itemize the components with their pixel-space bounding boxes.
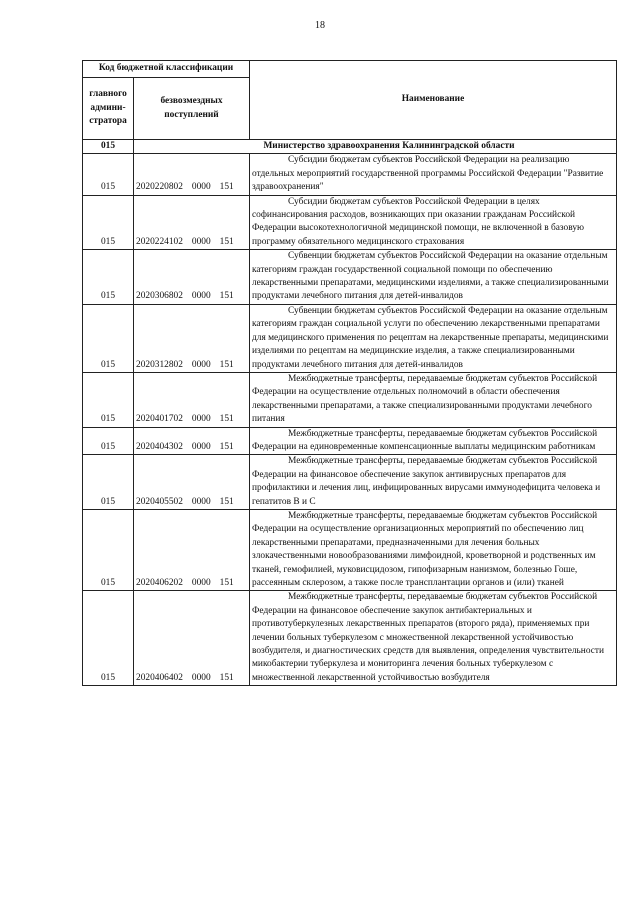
row-description-text: Межбюджетные трансферты, передаваемые бюджетам субъектов Российской Федерации на осуществление отдельных полномочий в области обеспечения лекарственными препаратами, а также специализированными продуктами лечебного питания [252,373,598,425]
row-description [250,427,617,455]
table-row [83,427,617,455]
row-admin-code: 015 [83,154,134,195]
table-row [83,154,617,195]
row-description-text: Субвенции бюджетам субъектов Российской Федерации на оказание отдельным категориям граждан государственной социальной помощи по обеспечению лекарственными препаратами, медицинскими изделиями, а также специализированными продуктами лечебного питания для детей-инвалидов [252,251,609,302]
table-row [83,195,617,250]
row-description-text: Межбюджетные трансферты, передаваемые бюджетам субъектов Российской Федерации на финансовое обеспечение закупок антивирусных препаратов для профилактики и лечения лиц, инфицированных вирусами иммунодефицита человека и гепатитов В и С [252,456,601,507]
row-code-part-code: 2020401702 [136,414,183,425]
row-description [250,154,617,195]
row-code-part-kosgu: 151 [219,182,234,193]
row-admin-code: 015 [83,427,134,455]
row-admin-code: 015 [83,304,134,372]
row-admin-code: 015 [83,250,134,305]
row-code-part-kosgu: 151 [219,359,234,370]
row-receipt-code [134,372,250,427]
row-code-part-code: 2020404302 [136,441,183,452]
page-number: 18 [315,20,325,31]
row-description-text: Субсидии бюджетам субъектов Российской Федерации в целях софинансирования расходов, возникающих при оказании гражданам Российской Федерации высокотехнологичной медицинской помощи, не включенной в базовую программу обязательного медицинского страхования [252,196,585,247]
row-receipt-code [134,195,250,250]
row-description [250,304,617,372]
row-receipt-code [134,250,250,305]
header-receipts: безвозмездных поступлений [134,78,250,140]
row-code-part-sub: 0000 [191,182,211,193]
row-code-part-code: 2020224102 [136,236,183,247]
row-admin-code: 015 [83,195,134,250]
row-code-part-sub: 0000 [191,359,211,370]
row-code-part-sub: 0000 [191,578,211,588]
header-admin: главного админи-стратора [83,78,134,140]
table-row [83,509,617,590]
row-description [250,250,617,305]
row-code-part-kosgu: 151 [219,496,234,507]
row-description [250,591,617,686]
row-code-part-sub: 0000 [191,236,211,247]
row-code-part-code: 2020406402 [136,672,183,683]
row-description-text: Межбюджетные трансферты, передаваемые бюджетам субъектов Российской Федерации на единовременные компенсационные выплаты медицинским работникам [252,428,598,452]
row-admin-code: 015 [83,509,134,590]
row-code-part-kosgu: 151 [219,236,234,247]
table-row [83,591,617,686]
row-code-part-code: 2020306802 [136,291,183,302]
header-code-group: Код бюджетной классификации [83,61,250,78]
table-row [83,304,617,372]
row-description [250,372,617,427]
table-body [83,154,617,686]
row-receipt-code [134,304,250,372]
row-description-text: Межбюджетные трансферты, передаваемые бюджетам субъектов Российской Федерации на финансовое обеспечение закупок антибактериальных и противотуберкулезных лекарственных препаратов (второго ряда), применяемых при лечении больных туберкулезом с множественной лекарственной устойчивостью возбудителя, и диагностических средств для выявления, определения чувствительности микобактерии туберкулеза и мониторинга лечения больных туберкулезом с множественной лекарственной устойчивостью возбудителя [252,592,605,683]
row-description [250,195,617,250]
row-code-part-code: 2020312802 [136,359,183,370]
row-code-part-sub: 0000 [191,414,211,425]
header-name: Наименование [250,61,617,140]
row-code-part-kosgu: 151 [219,672,234,683]
row-admin-code: 015 [83,591,134,686]
row-description [250,509,617,590]
row-admin-code: 015 [83,455,134,510]
row-code-part-sub: 0000 [191,441,211,452]
table-row [83,372,617,427]
row-code-part-code: 2020220802 [136,182,183,193]
row-code-part-sub: 0000 [191,291,211,302]
row-code-part-sub: 0000 [191,672,211,683]
row-description-text: Субсидии бюджетам субъектов Российской Федерации на реализацию отдельных мероприятий государственной программы Российской Федерации "Развитие здравоохранения" [252,155,604,193]
row-receipt-code [134,455,250,510]
row-admin-code: 015 [83,372,134,427]
row-code-part-kosgu: 151 [219,291,234,302]
row-code-part-kosgu: 151 [219,414,234,425]
table-row [83,455,617,510]
row-code-part-code: 2020406202 [136,578,183,588]
row-receipt-code [134,154,250,195]
row-code-part-kosgu: 151 [219,441,234,452]
row-description [250,455,617,510]
ministry-row [83,140,617,154]
row-receipt-code [134,427,250,455]
row-code-part-sub: 0000 [191,496,211,507]
row-code-part-code: 2020405502 [136,496,183,507]
budget-classification-table [82,60,617,686]
row-receipt-code [134,591,250,686]
ministry-title: Министерство здравоохранения Калининградской области [134,140,617,154]
row-description-text: Межбюджетные трансферты, передаваемые бюджетам субъектов Российской Федерации на осуществление организационных мероприятий по обеспечению лиц лекарственными препаратами, предназначенными для лечения больных злокачественными новообразованиями лимфоидной, кроветворной и родственных им тканей, гемофилией, муковисцидозом, гипофизарным нанизмом, болезнью Гоше, рассеянным склерозом, а также после трансплантации органов и (или) тканей [252,510,598,588]
row-receipt-code [134,509,250,590]
row-code-part-kosgu: 151 [219,578,234,588]
table-row [83,250,617,305]
ministry-code: 015 [83,140,134,154]
row-description-text: Субвенции бюджетам субъектов Российской Федерации на оказание отдельным категориям граждан социальной услуги по обеспечению лекарственными препаратами для медицинского применения по рецептам на лекарственные препараты, медицинскими изделиями по рецептам на медицинские изделия, а также специализированными продуктами лечебного питания для детей-инвалидов [252,305,609,370]
